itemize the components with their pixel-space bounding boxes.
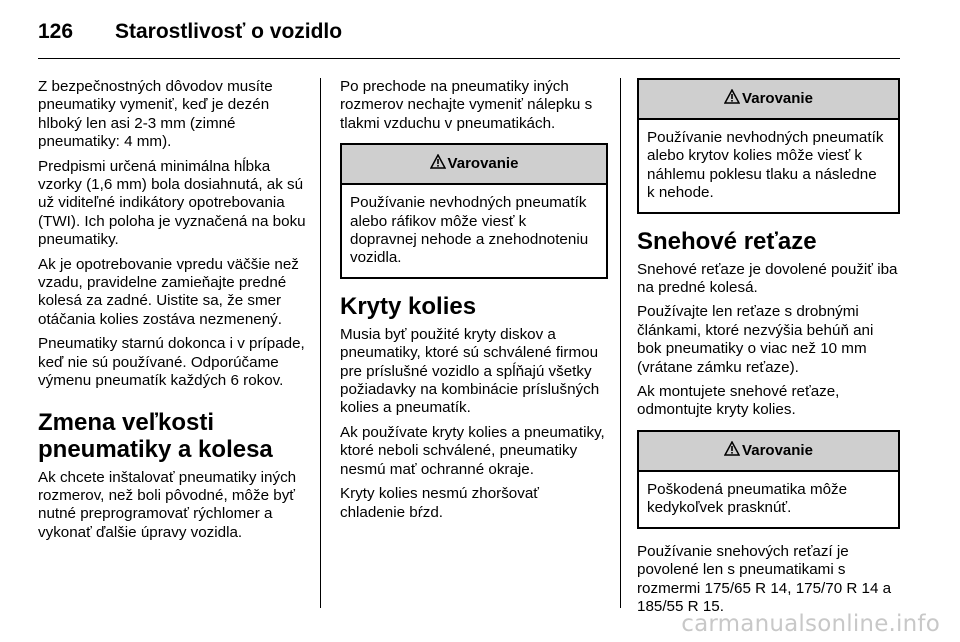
page-header [38, 14, 900, 54]
column-1 [38, 78, 306, 548]
column-2 [340, 78, 608, 528]
warning-box [340, 143, 608, 279]
paragraph: Kryty kolies nesmú zhoršovať chladenie bŕzd. [340, 485, 539, 521]
warning-box [637, 430, 900, 529]
paragraph: Používajte len reťaze s drobnými článkami, ktoré nezvýšia behúň ani bok pneumatiky o viac než 10 mm (vrátane zámku reťaze). [637, 303, 874, 376]
paragraph: Predpismi určená minimálna hĺbka vzorky (1,6 mm) bola dosiahnutá, ak sú už viditeľné indikátory opotrebovania (TWI). Ich poloha je vyznačená na boku pneumatiky. [38, 157, 306, 249]
warning-header [342, 145, 606, 185]
warning-body [342, 185, 606, 277]
paragraph: Pneumatiky starnú dokonca i v prípade, keď nie sú používané. Odporúčame výmenu pneumatík každých 6 rokov. [38, 335, 305, 390]
warning-text: Poškodená pneumatika môže kedykoľvek prasknúť. [647, 480, 848, 517]
paragraph: Snehové reťaze je dovolené použiť iba na predné kolesá. [637, 260, 898, 297]
paragraph: Z bezpečnostných dôvodov musíte pneumatiky vymeniť, keď je dezén hlboký len asi 2-3 mm (zimné pneumatiky: 4 mm). [38, 78, 273, 151]
header-rule [38, 58, 900, 59]
paragraph: Ak montujete snehové reťaze, odmontujte kryty kolies. [637, 383, 840, 419]
section-heading: Zmena veľkosti pneumatiky a kolesa [38, 408, 273, 463]
column-divider [620, 78, 621, 608]
warning-box [637, 78, 900, 214]
page-number: 126 [38, 20, 74, 43]
warning-header [639, 80, 898, 120]
section-heading: Snehové reťaze [637, 227, 817, 255]
warning-triangle-icon [430, 154, 446, 174]
column-divider [320, 78, 321, 608]
paragraph: Musia byť použité kryty diskov a pneumatiky, ktoré sú schválené firmou pre príslušné vozidlo a spĺňajú všetky požiadavky na kombinácie príslušných kolies a pneumatík. [340, 325, 600, 417]
warning-title: Varovanie [742, 89, 813, 107]
paragraph: Ak používate kryty kolies a pneumatiky, ktoré neboli schválené, pneumatiky nesmú mať ochranné okraje. [340, 423, 605, 478]
paragraph: Ak je opotrebovanie vpredu väčšie než vzadu, pravidelne zamieňajte predné kolesá za zadné. Uistite sa, že smer otáčania kolies zostáva nezmenený. [38, 255, 299, 328]
warning-text: Používanie nevhodných pneumatík alebo ráfikov môže viesť k dopravnej nehode a znehodnoteniu vozidla. [350, 194, 589, 267]
paragraph: Po prechode na pneumatiky iných rozmerov nechajte vymeniť nálepku s tlakmi vzduchu v pneumatikách. [340, 78, 593, 132]
warning-title: Varovanie [742, 441, 813, 459]
warning-body [639, 472, 898, 527]
warning-title: Varovanie [447, 155, 519, 173]
column-3 [637, 78, 900, 622]
page-title: Starostlivosť o vozidlo [115, 20, 343, 43]
watermark: carmanualsonline.info [681, 611, 940, 637]
paragraph: Používanie snehových reťazí je povolené len s pneumatikami s rozmermi 175/65 R 14, 175/70 R 14 a 185/55 R 15. [637, 542, 892, 615]
warning-triangle-icon [724, 441, 740, 461]
paragraph: Ak chcete inštalovať pneumatiky iných rozmerov, než boli pôvodné, môže byť nutné preprogramovať rýchlomer a vykonať ďalšie úpravy vozidla. [38, 468, 297, 541]
warning-body [639, 120, 898, 212]
section-heading: Kryty kolies [340, 292, 477, 320]
warning-text: Používanie nevhodných pneumatík alebo krytov kolies môže viesť k náhlemu poklesu tlaku a následne k nehode. [647, 129, 884, 202]
warning-triangle-icon [724, 89, 740, 109]
warning-header [639, 432, 898, 472]
